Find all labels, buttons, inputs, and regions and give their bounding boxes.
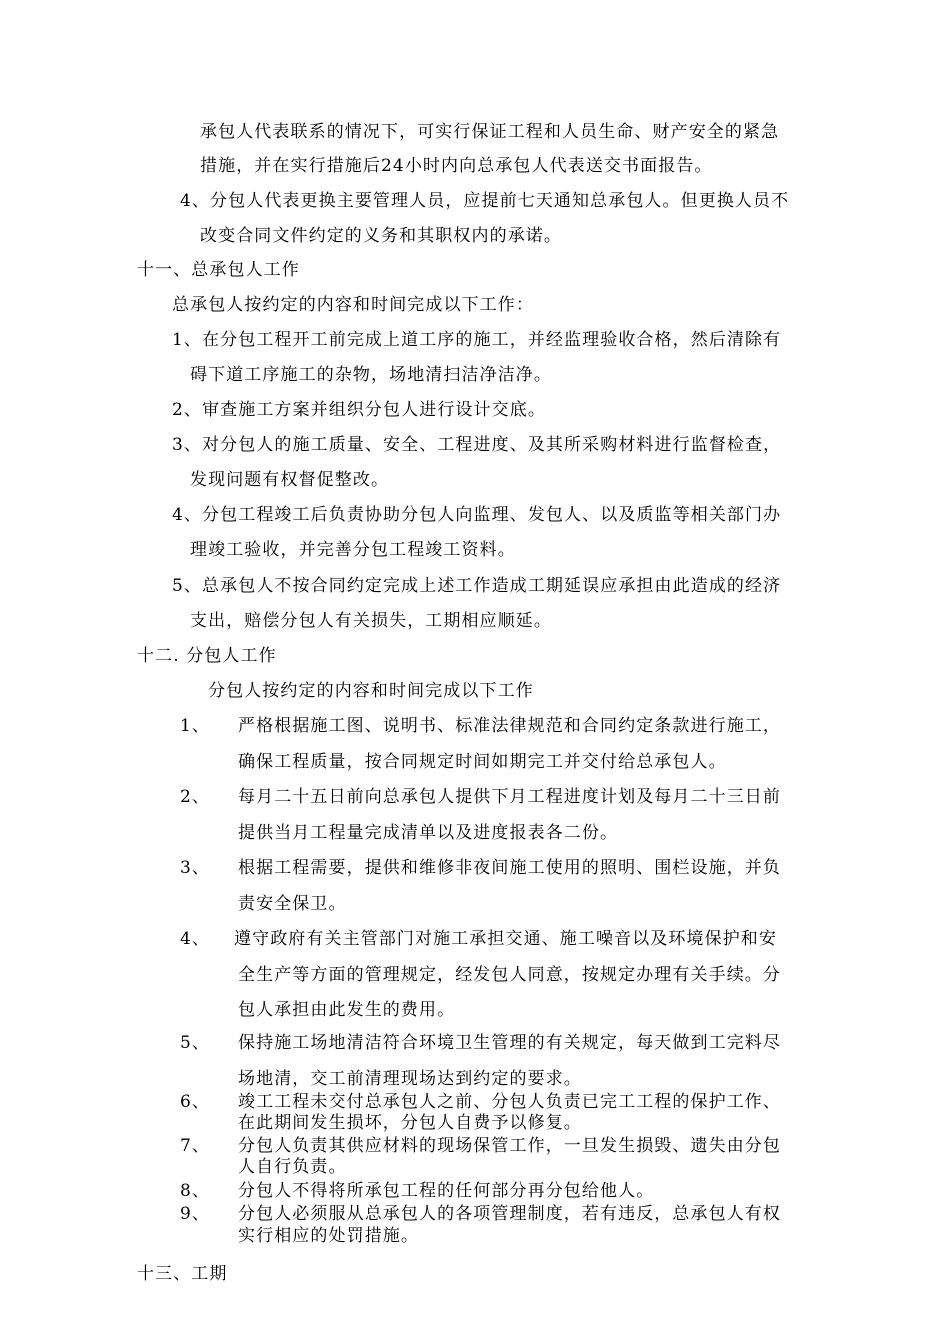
s12-item4-number: 4、 xyxy=(180,929,210,949)
s12-item9-line-2: 实行相应的处罚措施。 xyxy=(238,1226,419,1246)
s12-item9-number: 9、 xyxy=(180,1204,210,1224)
s12-item4-line-2: 全生产等方面的管理规定，经发包人同意，按规定办理有关手续。分 xyxy=(238,965,781,985)
s12-item2-line-2: 提供当月工程量完成清单以及进度报表各二份。 xyxy=(238,823,619,843)
s12-item6-number: 6、 xyxy=(180,1092,210,1112)
s12-item1-line-2: 确保工程质量，按合同规定时间如期完工并交付给总承包人。 xyxy=(238,752,727,772)
s12-item1-line-1: 严格根据施工图、说明书、标准法律规范和合同约定条款进行施工， xyxy=(238,716,781,736)
s12-item4-line-1: 遵守政府有关主管部门对施工承担交通、施工噪音以及环境保护和安 xyxy=(234,929,777,949)
s12-item8-line-1: 分包人不得将所承包工程的任何部分再分包给他人。 xyxy=(238,1181,655,1201)
s12-item8-number: 8、 xyxy=(180,1181,210,1201)
s12-item5-line-1: 保持施工场地清洁符合环境卫生管理的有关规定，每天做到工完料尽 xyxy=(238,1033,781,1053)
s11-item1-line-1: 1、在分包工程开工前完成上道工序的施工，并经监理验收合格，然后清除有 xyxy=(172,330,782,350)
s12-item9-line-1: 分包人必须服从总承包人的各项管理制度，若有违反，总承包人有权 xyxy=(238,1204,781,1224)
s12-item2-number: 2、 xyxy=(180,787,210,807)
s12-item4-line-3: 包人承担由此发生的费用。 xyxy=(238,1000,456,1020)
section-13-title: 十三、工期 xyxy=(137,1264,228,1284)
s11-item3-line-1: 3、对分包人的施工质量、安全、工程进度、及其所采购材料进行监督检查， xyxy=(172,435,782,455)
s12-item2-line-1: 每月二十五日前向总承包人提供下月工程进度计划及每月二十三日前 xyxy=(238,787,781,807)
section-12-lead: 分包人按约定的内容和时间完成以下工作 xyxy=(208,681,534,701)
section-11-title: 十一、总承包人工作 xyxy=(137,260,300,280)
s12-item6-line-2: 在此期间发生损坏，分包人自费予以修复。 xyxy=(238,1113,582,1133)
s12-item1-number: 1、 xyxy=(180,716,210,736)
s12-item7-number: 7、 xyxy=(180,1136,210,1156)
s12-item3-number: 3、 xyxy=(180,858,210,878)
prev-item4-line-2: 改变合同文件约定的义务和其职权内的承诺。 xyxy=(200,226,562,246)
prev-item4-line-1: 4、分包人代表更换主要管理人员，应提前七天通知总承包人。但更换人员不 xyxy=(180,191,790,211)
s11-item5-line-2: 支出，赔偿分包人有关损失，工期相应顺延。 xyxy=(190,611,552,631)
s12-item7-line-2: 人自行负责。 xyxy=(238,1157,347,1177)
s11-item3-line-2: 发现问题有权督促整改。 xyxy=(190,470,390,490)
s12-item6-line-1: 竣工工程未交付总承包人之前、分包人负责已完工工程的保护工作、 xyxy=(238,1092,781,1112)
section-12-title: 十二. 分包人工作 xyxy=(137,646,277,666)
s11-item4-line-2: 理竣工验收，并完善分包工程竣工资料。 xyxy=(190,540,516,560)
s11-item1-line-2: 碍下道工序施工的杂物，场地清扫洁净洁净。 xyxy=(190,365,552,385)
s12-item3-line-1: 根据工程需要，提供和维修非夜间施工使用的照明、围栏设施，并负 xyxy=(238,858,781,878)
s11-item4-line-1: 4、分包工程竣工后负责协助分包人向监理、发包人、以及质监等相关部门办 xyxy=(172,505,782,525)
s12-item5-line-2: 场地清，交工前清理现场达到约定的要求。 xyxy=(238,1069,582,1089)
s12-item3-line-2: 责安全保卫。 xyxy=(238,894,347,914)
s11-item2-line-1: 2、审查施工方案并组织分包人进行设计交底。 xyxy=(172,400,546,420)
s12-item7-line-1: 分包人负责其供应材料的现场保管工作，一旦发生损毁、遗失由分包 xyxy=(238,1136,781,1156)
intro-line-1: 承包人代表联系的情况下，可实行保证工程和人员生命、财产安全的紧急 xyxy=(200,122,780,142)
intro-line-2: 措施，并在实行措施后24小时内向总承包人代表送交书面报告。 xyxy=(200,156,713,176)
s12-item5-number: 5、 xyxy=(180,1033,210,1053)
s11-item5-line-1: 5、总承包人不按合同约定完成上述工作造成工期延误应承担由此造成的经济 xyxy=(172,576,782,596)
section-11-lead: 总承包人按约定的内容和时间完成以下工作： xyxy=(172,295,534,315)
